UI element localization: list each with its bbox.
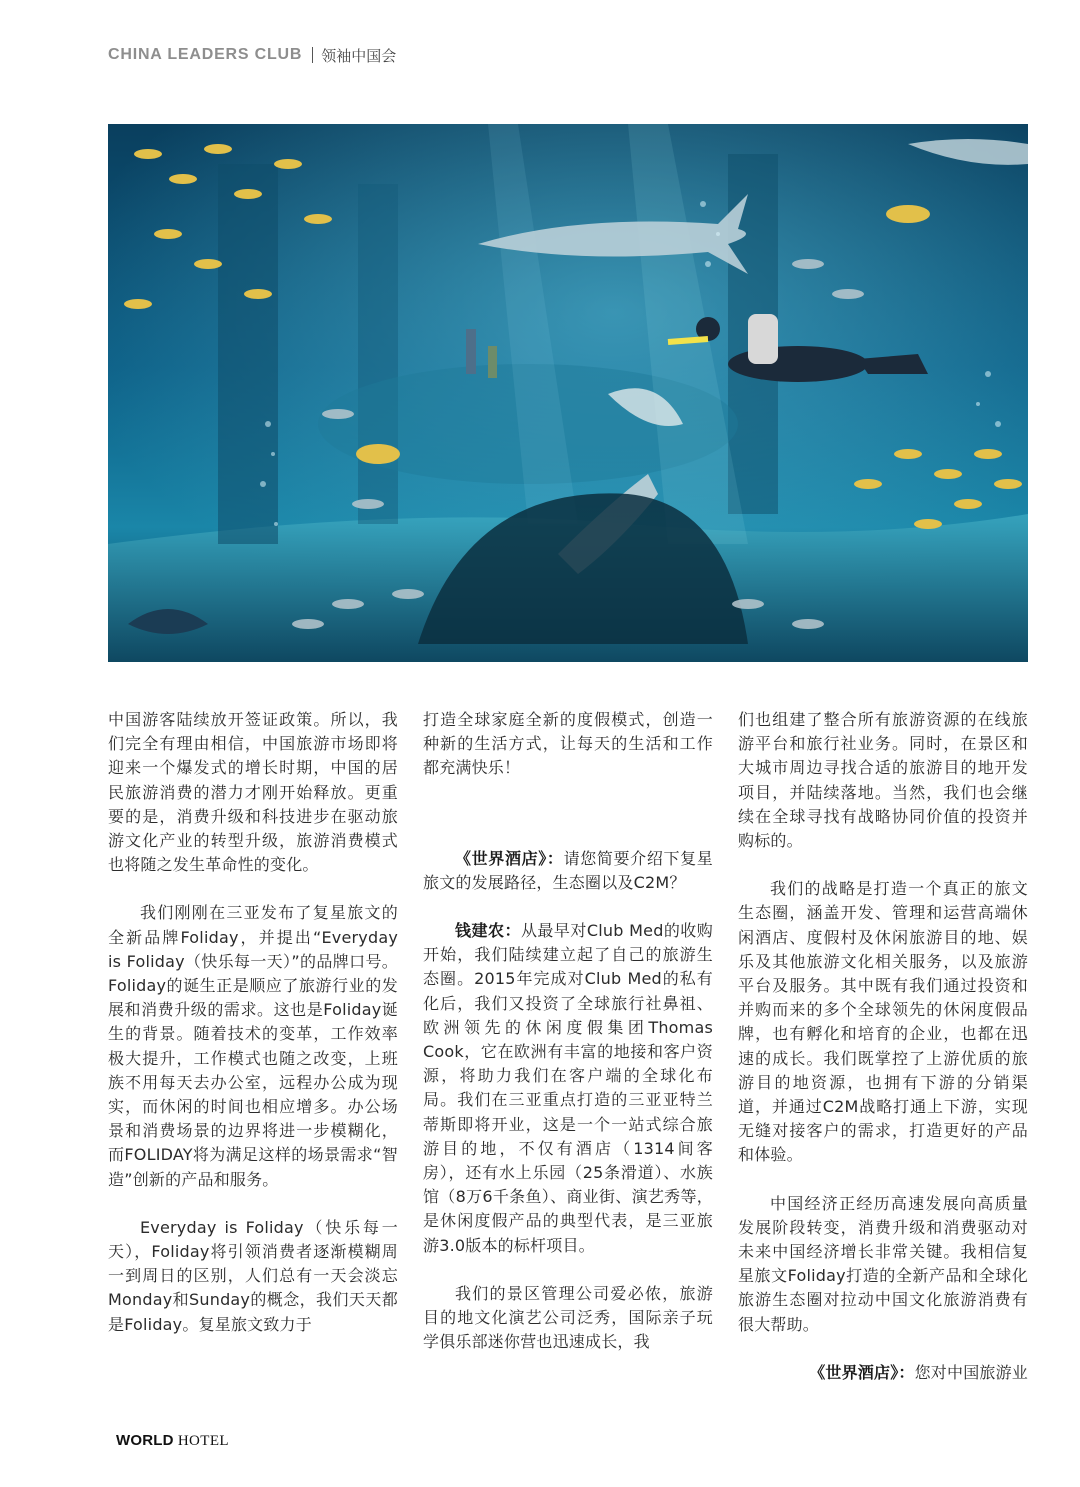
- answer-text: 从最早对Club Med的收购开始，我们陆续建立起了自己的旅游生态圈。2015年完成对Club Med的私有化后，我们又投资了全球旅行社鼻祖、欧洲领先的休闲度假集团Thomas Cook，它在欧洲有丰富的地接和客户资源，将助力我们在客户端的全球化布局。我们在三亚重点打造的三亚亚特兰蒂斯即将开业，这是一个一站式综合旅游目的地，不仅有酒店（1314间客房），还有水上乐园（25条滑道）、水族馆（8万6千条鱼）、商业街、演艺秀等，是休闲度假产品的典型代表，是三亚旅游3.0版本的标杆项目。: [423, 921, 713, 1255]
- question-text: 您对中国旅游业: [914, 1362, 1028, 1382]
- paragraph: 打造全球家庭全新的度假模式，创造一种新的生活方式，让每天的生活和工作都充满快乐！: [423, 710, 713, 778]
- paragraph: 我们的景区管理公司爱必侬，旅游目的地文化演艺公司泛秀，国际亲子玩学俱乐部迷你营也迅速成长，我: [423, 1283, 713, 1352]
- world-hotel-logo: [116, 1432, 229, 1450]
- club-name: CHINA LEADERS CLUB: [108, 46, 303, 63]
- question-text: 请您简要介绍下复星旅文的发展路径，生态圈以及C2M？: [423, 848, 713, 892]
- interview-question: [423, 847, 713, 895]
- paragraph: 中国游客陆续放开签证政策。所以，我们完全有理由相信，中国旅游市场即将迎来一个爆发式的增长时期，中国的居民旅游消费的潜力才刚开始释放。更重要的是，消费升级和科技进步在驱动旅游文化产业的转型升级，旅游消费模式也将随之发生革命性的变化。: [108, 710, 398, 875]
- club-name-cn: 领袖中国会: [321, 46, 397, 65]
- logo-world: WORLD: [116, 1432, 174, 1449]
- question-label: 《世界酒店》：: [809, 1362, 915, 1382]
- question-label: 《世界酒店》：: [455, 848, 564, 868]
- logo-hotel: HOTEL: [177, 1433, 229, 1449]
- paragraph: 我们的战略是打造一个真正的旅文生态圈，涵盖开发、管理和运营高端休闲酒店、度假村及休闲旅游目的地、娱乐及其他旅游文化相关服务，以及旅游平台及服务。其中既有我们通过投资和并购而来的多个全球领先的休闲度假品牌，也有孵化和培育的企业，也都在迅速的成长。我们既掌控了上游优质的旅游目的地资源，也拥有下游的分销渠道，并通过C2M战略打通上下游，实现无缝对接客户的需求，打造更好的产品和体验。: [738, 879, 1028, 1165]
- article-column-1: [108, 708, 398, 1361]
- article-column-2: [423, 708, 713, 1378]
- article-column-3: [738, 708, 1028, 1409]
- underwater-aquarium-photo: [108, 124, 1028, 662]
- paragraph: Everyday is Foliday（快乐每一天），Foliday将引领消费者逐渐模糊周一到周日的区别，人们总有一天会淡忘Monday和Sunday的概念，我们天天都是Foliday。复星旅文致力于: [108, 1217, 398, 1334]
- running-header: [108, 44, 396, 66]
- interview-answer: [423, 919, 713, 1258]
- answer-label: 钱建农：: [455, 921, 521, 941]
- header-divider: [312, 47, 313, 63]
- paragraph: 中国经济正经历高速发展向高质量发展阶段转变，消费升级和消费驱动对未来中国经济增长非常关键。我相信复星旅文Foliday打造的全新产品和全球化旅游生态圈对拉动中国文化旅游消费有很大帮助。: [738, 1193, 1028, 1334]
- paragraph: 们也组建了整合所有旅游资源的在线旅游平台和旅行社业务。同时，在景区和大城市周边寻找合适的旅游目的地开发项目，并陆续落地。当然，我们也会继续在全球寻找有战略协同价值的投资并购标的。: [738, 710, 1028, 851]
- paragraph: 我们刚刚在三亚发布了复星旅文的全新品牌Foliday，并提出“Everyday is Foliday（快乐每一天）”的品牌口号。Foliday的诞生正是顺应了旅游行业的发展和消费升级的需求。这也是Foliday诞生的背景。随着技术的变革，工作效率极大提升，工作模式也随之改变，上班族不用每天去办公室，远程办公成为现实，而休闲的时间也相应增多。办公场景和消费场景的边界将进一步模糊化，而FOLIDAY将为满足这样的场景需求“智造”创新的产品和服务。: [108, 903, 398, 1189]
- interview-question: [738, 1361, 1028, 1385]
